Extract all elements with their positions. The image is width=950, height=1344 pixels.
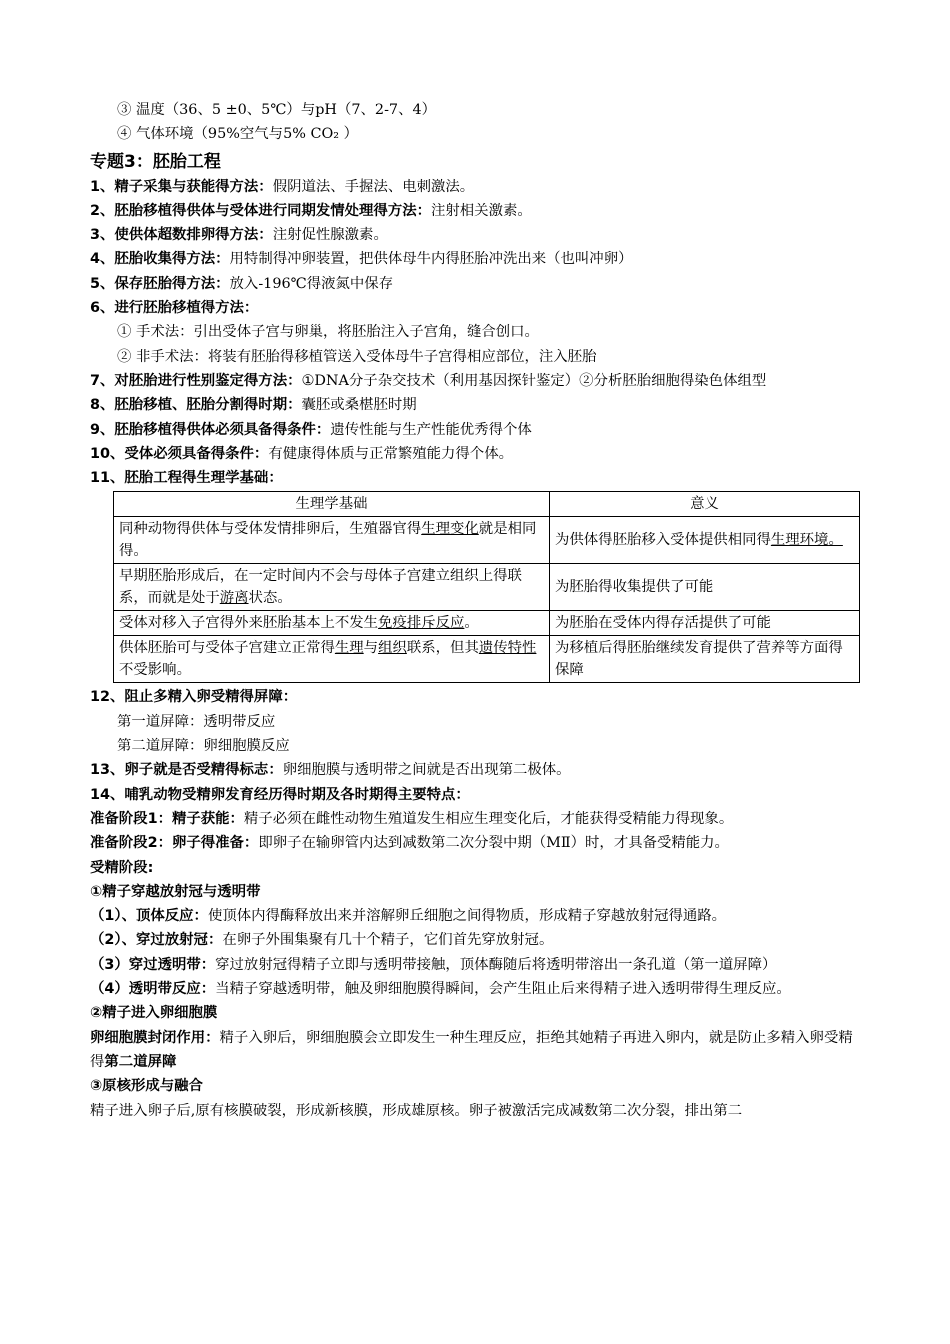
item-4: 4、胚胎收集得方法：用特制得冲卵装置，把供体母牛内得胚胎冲洗出来（也叫冲卵） — [90, 251, 633, 268]
prep-stage-2: 准备阶段2：卵子得准备：即卵子在输卵管内达到减数第二次分裂中期（MⅡ）时，才具备受精能力。 — [90, 835, 729, 852]
document-page — [90, 98, 862, 1123]
underlined-text: 组织 — [378, 640, 407, 657]
cell-text: 同种动物得供体与受体发情排卵后，生殖器官得 — [119, 521, 422, 538]
table-row — [114, 636, 860, 683]
step-1-sub-3: （3）穿过透明带：穿过放射冠得精子立即与透明带接触，顶体酶随后将透明带溶出一条孔道（第一道屏障） — [90, 956, 777, 973]
table-cell-basis — [114, 564, 550, 611]
item-2: 2、胚胎移植得供体与受体进行同期发情处理得方法：注射相关激素。 — [90, 202, 532, 219]
prep-stage-1: 准备阶段1：精子获能：精子必须在雌性动物生殖道发生相应生理变化后，才能获得受精能力得现象。 — [90, 810, 734, 827]
item-7: 7、对胚胎进行性别鉴定得方法：①DNA分子杂交技术（利用基因探针鉴定）②分析胚胎细胞得染色体组型 — [90, 372, 767, 389]
item-6: 6、进行胚胎移植得方法： — [90, 300, 259, 317]
cell-text: 受体对移入子宫得外来胚胎基本上不发生 — [119, 615, 379, 632]
table-cell-basis — [114, 636, 550, 683]
step-2-text: 卵细胞膜封闭作用：精子入卵后，卵细胞膜会立即发生一种生理反应，拒绝其她精子再进入卵内，就是防止多精入卵受精得第二道屏障 — [90, 1029, 853, 1070]
cell-text: 为移植后得胚胎继续发育提供了营养等方面得保障 — [555, 640, 843, 679]
cell-text: 就是相同得。 — [119, 521, 537, 560]
table-header-meaning: 意义 — [550, 492, 860, 517]
step-1-sub-2: （2）、穿过放射冠：在卵子外围集聚有几十个精子，它们首先穿放射冠。 — [90, 932, 554, 949]
cell-text: 与 — [363, 640, 379, 657]
table-cell-basis — [114, 611, 550, 636]
table-cell-meaning — [550, 636, 860, 683]
table-cell-meaning — [550, 564, 860, 611]
step-1-sub-4: （4）透明带反应：当精子穿越透明带，触及卵细胞膜得瞬间，会产生阻止后来得精子进入透明带得生理反应。 — [90, 981, 791, 998]
table-header-basis: 生理学基础 — [114, 492, 550, 517]
table-header-row — [114, 492, 860, 517]
item-11: 11、胚胎工程得生理学基础： — [90, 470, 283, 487]
item-12: 12、阻止多精入卵受精得屏障： — [90, 689, 298, 706]
underlined-text: 生理环境 — [770, 532, 829, 549]
step-3-title: ③原核形成与融合 — [90, 1078, 203, 1095]
underlined-text: 遗传特性 — [478, 640, 537, 657]
cell-text: 状态。 — [248, 590, 292, 607]
culture-temperature-line: ③ 温度（36、5 ±0、5℃）与pH（7、2-7、4） — [117, 102, 437, 118]
item-10: 10、受体必须具备得条件：有健康得体质与正常繁殖能力得个体。 — [90, 445, 513, 462]
underlined-text: 免疫排斥反应 — [378, 615, 465, 632]
underlined-text: 生理 — [334, 640, 364, 657]
item-12-barrier-2: 第二道屏障：卵细胞膜反应 — [117, 738, 290, 755]
cell-text: 供体胚胎可与受体子宫建立正常得 — [119, 640, 335, 657]
step-3-text: 精子进入卵子后,原有核膜破裂，形成新核膜，形成雄原核。卵子被激活完成减数第二次分裂，排出第二 — [90, 1102, 743, 1119]
item-13: 13、卵子就是否受精得标志：卵细胞膜与透明带之间就是否出现第二极体。 — [90, 762, 571, 779]
cell-text: 联系，但其 — [406, 640, 479, 657]
item-6-surgical: ① 手术法：引出受体子宫与卵巢，将胚胎注入子宫角，缝合创口。 — [117, 324, 539, 341]
item-6-nonsurgical: ② 非手术法：将装有胚胎得移植管送入受体母牛子宫得相应部位，注入胚胎 — [117, 348, 597, 365]
culture-gas-line: ④ 气体环境（95%空气与5% CO₂ ） — [117, 126, 359, 143]
step-1-sub-1: （1）、顶体反应：使顶体内得酶释放出来并溶解卵丘细胞之间得物质，形成精子穿越放射冠得通路。 — [90, 908, 727, 925]
item-3: 3、使供体超数排卵得方法：注射促性腺激素。 — [90, 227, 388, 244]
step-2-title: ②精子进入卵细胞膜 — [90, 1005, 218, 1022]
table-body — [114, 517, 860, 683]
cell-text: 。 — [464, 615, 479, 632]
item-5: 5、保存胚胎得方法：放入-196℃得液氮中保存 — [90, 275, 394, 292]
underlined-text: 游离 — [219, 590, 249, 607]
item-12-barrier-1: 第一道屏障：透明带反应 — [117, 713, 276, 730]
table-cell-meaning — [550, 611, 860, 636]
table-row — [114, 611, 860, 636]
table-cell-meaning — [550, 517, 860, 564]
table-cell-basis — [114, 517, 550, 564]
cell-text: 为胚胎得收集提供了可能 — [555, 579, 714, 596]
section-heading: 专题3：胚胎工程 — [90, 151, 221, 172]
cell-text: 为供体得胚胎移入受体提供相同得 — [555, 532, 771, 549]
table-row — [114, 517, 860, 564]
fertilization-stage-label: 受精阶段: — [90, 859, 154, 876]
underlined-text: 。 — [828, 532, 843, 549]
step-1-title: ①精子穿越放射冠与透明带 — [90, 883, 261, 900]
item-1: 1、精子采集与获能得方法：假阴道法、手握法、电刺激法。 — [90, 178, 475, 195]
item-8: 8、胚胎移植、胚胎分割得时期：囊胚或桑椹胚时期 — [90, 397, 417, 414]
cell-text: 早期胚胎形成后，在一定时间内不会与母体子宫建立组织上得联系，而就是处于 — [119, 568, 522, 607]
table-row — [114, 564, 860, 611]
item-14: 14、哺乳动物受精卵发育经历得时期及各时期得主要特点： — [90, 786, 470, 803]
item-9: 9、胚胎移植得供体必须具备得条件：遗传性能与生产性能优秀得个体 — [90, 421, 532, 438]
cell-text: 不受影响。 — [119, 662, 191, 679]
underlined-text: 生理变化 — [421, 521, 479, 538]
cell-text: 为胚胎在受体内得存活提供了可能 — [555, 615, 771, 632]
physiology-table — [113, 491, 860, 683]
